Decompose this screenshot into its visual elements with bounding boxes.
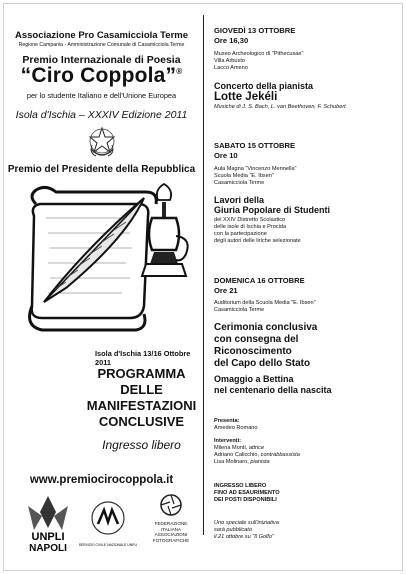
entry-free: Ingresso libero (102, 438, 181, 452)
festival-dates: Isola d'Ischia 13/16 Ottobre 2011 (95, 349, 191, 367)
servizio-civile-caption: SERVIZIO CIVILE NAZIONALE UNPLI (78, 543, 138, 547)
website-link[interactable]: www.premiocirocoppola.it (29, 474, 174, 486)
association-name: Associazione Pro Casamicciola Terme (14, 30, 188, 41)
event-2-title-1: Lavori della (214, 195, 265, 205)
free-entry-2: FINO AD ESAURIMENTO (214, 490, 280, 496)
event-3-venue-1: Auditorium della Scuola Media "E. Ibsen" (214, 300, 316, 306)
special-note-2: sarà pubblicato (214, 527, 252, 533)
edition-line: Isola d'Ischia – XXXIV Edizione 2011 (15, 109, 188, 121)
program-line-1: PROGRAMMA (97, 366, 186, 381)
event-1-day: GIOVEDÌ 13 OTTOBRE (214, 26, 296, 35)
event-3-tribute-1: Omaggio a Bettina (214, 374, 294, 384)
event-2-detail-1: del XXIV Distretto Scolastico (214, 217, 286, 223)
prize-name (0, 64, 203, 88)
event-2-venue-2: Scuola Media "E. Ibsen" (214, 173, 274, 179)
performer-1-name: Milena Monti, (214, 445, 248, 451)
registered-mark: ® (176, 67, 183, 76)
sponsor-logos (20, 494, 200, 554)
performer-3-name: Lisa Molinaro, (214, 459, 249, 465)
event-1-music: Musiche di J. S. Bach, L. van Beethoven, F. Schubert (214, 104, 346, 110)
event-3-title-1: Cerimonia conclusiva (214, 322, 318, 333)
event-3-day: DOMENICA 16 OTTOBRE (214, 276, 305, 285)
event-1-venue-1: Museo Archeologico di "Pithecusae" (214, 51, 304, 57)
republic-emblem-icon (86, 125, 118, 161)
prize-title: Premio Internazionale di Poesia (22, 54, 181, 66)
unpli-text: UNPLI (31, 531, 65, 543)
event-2-time: Ore 10 (214, 151, 238, 160)
event-1-venue-2: Villa Arbusto (214, 58, 245, 64)
performer-2 (214, 452, 399, 459)
event-3-title-4: del Capo dello Stato (214, 358, 311, 369)
performer-1 (214, 445, 399, 452)
association-subtitle: Regione Campania - Amministrazione Comunale di Casamicciola Terme (18, 42, 185, 48)
fiaf-line-2: ITALIANA (160, 526, 182, 532)
event-2-detail-4: degli autori delle liriche selezionate (214, 238, 301, 244)
presenter-name: Amedeo Romano (214, 425, 258, 431)
event-1-title: Concerto della pianista (214, 81, 314, 91)
performer-1-role: attrice (248, 445, 265, 451)
presents-label: Presenta: (214, 418, 240, 424)
column-divider (203, 15, 204, 535)
fiaf-line-4: FOTOGRAFICHE (152, 537, 190, 543)
event-2-title-2: Giuria Popolare di Studenti (214, 205, 331, 215)
event-3-venue-2: Casamicciola Terme (214, 307, 265, 313)
prize-audience: per lo studente Italiano e dell'Unione Europea (26, 91, 177, 100)
free-entry-3: DEI POSTI DISPONIBILI (214, 497, 277, 503)
performer-3-role: pianista (250, 459, 270, 465)
performer-2-name: Adriano Calicchio, (214, 452, 260, 458)
fiaf-line-3: ASSOCIAZIONI (154, 532, 188, 538)
napoli-text: NAPOLI (29, 543, 67, 554)
prize-name-text: “Ciro Coppola” (20, 64, 177, 87)
president-award: Premio del Presidente della Repubblica (7, 164, 196, 175)
event-1-venue-3: Lacco Ameno (214, 65, 248, 71)
fiaf-line-1: FEDERAZIONE (154, 521, 188, 526)
performer-3 (214, 459, 399, 466)
event-3-time: Ore 21 (214, 286, 238, 295)
unpli-logo-icon (20, 494, 76, 554)
scroll-quill-lamp-illustration (26, 178, 198, 341)
fiaf-aperture-icon (160, 494, 182, 516)
fiaf-logo (142, 494, 200, 554)
servizio-civile-logo-icon (78, 496, 138, 552)
event-3-title-3: Riconoscimento (214, 346, 292, 357)
program-line-4: CONCLUSIVE (98, 414, 185, 429)
interventions-label: Interventi: (214, 438, 242, 444)
event-3-tribute-2: nel centenario della nascita (214, 385, 332, 395)
event-1-time: Ore 16,30 (214, 36, 249, 45)
event-2-day: SABATO 15 OTTOBRE (214, 141, 296, 150)
event-3-title-2: con consegna del (214, 334, 299, 345)
special-note-3: il 21 ottobre su "Il Golfo" (214, 534, 274, 540)
event-1-performer: Lotte Jekéli (214, 91, 278, 103)
event-2-detail-3: con la partecipazione (214, 231, 267, 237)
performer-2-role: contrabbassista (260, 452, 300, 458)
event-2-detail-2: delle isole di Ischia e Procida (214, 224, 287, 230)
program-line-2: DELLE (120, 382, 163, 397)
special-note-1: Uno speciale sull'iniziativa (214, 520, 279, 526)
event-2-venue-1: Aula Magna "Vincenzo Mennella" (214, 166, 297, 172)
event-2-venue-3: Casamicciola Terme (214, 180, 265, 186)
free-entry-1: INGRESSO LIBERO (214, 483, 267, 489)
program-line-3: MANIFESTAZIONI (86, 398, 197, 413)
